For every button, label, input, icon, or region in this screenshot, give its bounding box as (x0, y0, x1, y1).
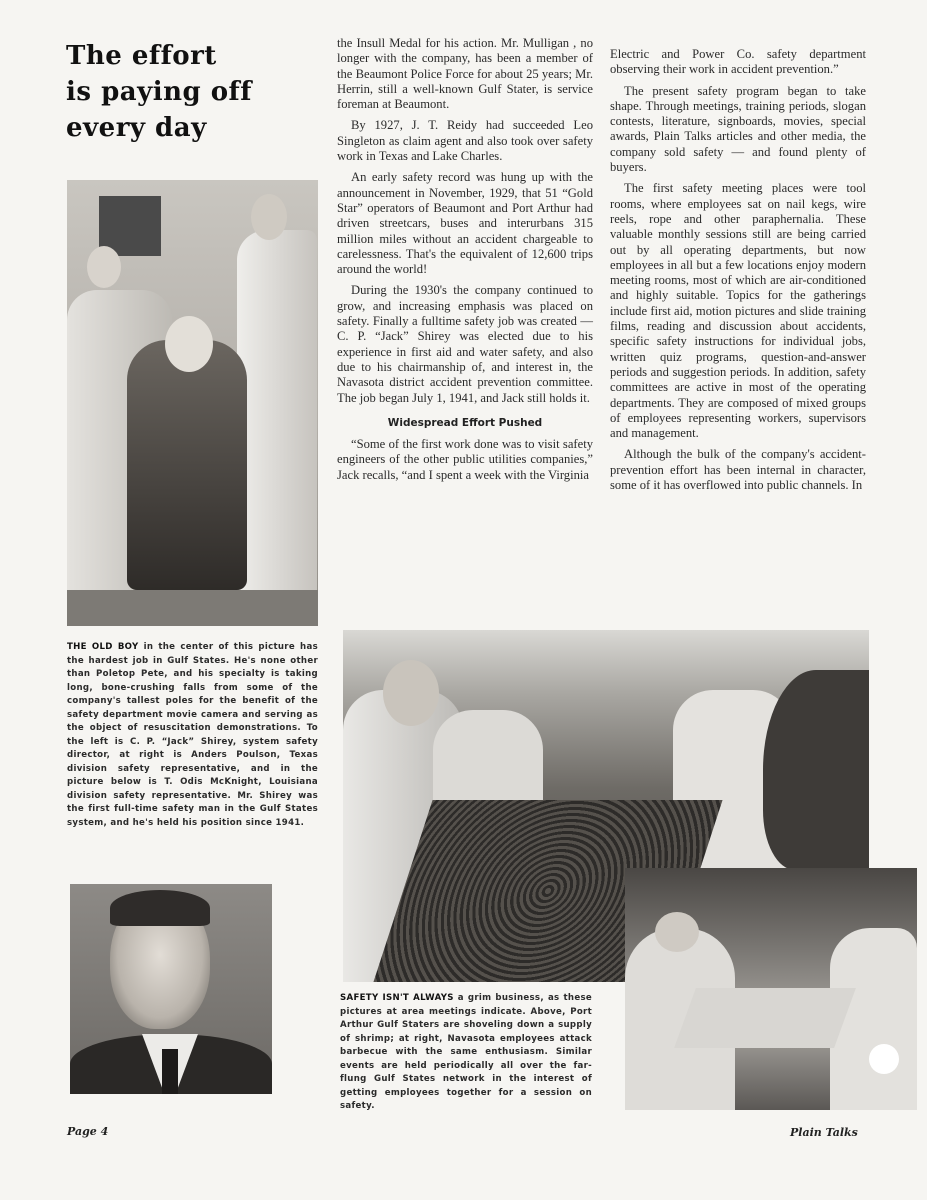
page-number: Page 4 (67, 1125, 109, 1138)
photo-barbecue-meeting (625, 868, 917, 1110)
paragraph: “Some of the first work done was to visit safety engineers of the other public utilities companies,” Jack recalls, “and I spent a week with the Virginia (337, 437, 593, 482)
subheading: Widespread Effort Pushed (387, 416, 543, 429)
photo-poletop-pete (67, 180, 318, 626)
caption-lead: THE OLD BOY (67, 642, 139, 652)
paragraph: Electric and Power Co. safety department observing their work in accident prevention.” (610, 47, 866, 77)
paragraph: By 1927, J. T. Reidy had succeeded Leo Singleton as claim agent and also took over safety work in Texas and Lake Charles. (337, 118, 593, 164)
paragraph: During the 1930's the company continued to grow, and increasing emphasis was placed on safety. Finally a fulltime safety job was created — C. P. “Jack” Shirey was elected due to his experience in first aid and water safety, and also due to his chairmanship of, and interest in, the Navasota district accident prevention committee. The job began July 1, 1941, and Jack still holds it. (337, 283, 593, 405)
headline (66, 38, 316, 146)
article-column-3 (610, 47, 866, 499)
paragraph: An early safety record was hung up with the announcement in November, 1929, that 51 “Gold Star” operators of Beaumont and Port Arthur had driven streetcars, buses and interurbans 315 million miles without an accident chargeable to carelessness. That's the equivalent of 12,600 trips around the world! (337, 170, 593, 277)
headline-line: every day (66, 113, 207, 143)
photo-portrait-mcknight (70, 884, 272, 1094)
caption-lead: SAFETY ISN'T ALWAYS (340, 993, 454, 1003)
headline-line: is paying off (66, 77, 252, 107)
paragraph: The first safety meeting places were tool rooms, where employees sat on nail kegs, wire reels, rope and other paraphernalia. These valuable monthly sessions still are being carried out by all operating departments, but now employees in all but a few locations enjoy modern meeting rooms, most of which are air-conditioned and highly suitable. Topics for the gatherings include first aid, motion pictures and slide training films, reading and discussion about accidents, specific safety instructions for individual jobs, written quiz programs, question-and-answer periods and suggestion periods. In addition, safety committees are active in most of the operating departments. They are composed of mixed groups of employees representing workers, supervisors and management. (610, 181, 866, 441)
photo-caption-poletop-pete (67, 641, 318, 830)
caption-text: a grim business, as these pictures at area meetings indicate. Above, Port Arthur Gulf Staters are shoveling down a supply of shrimp; at right, Navasota employees attack barbecue with the same enthusiasm. Similar events are held periodically all over the far-flung Gulf States network in the interest of getting employees together for a session on safety. (340, 993, 592, 1111)
paragraph: Although the bulk of the company's accident-prevention effort has been internal in character, some of it has overflowed into public channels. In (610, 447, 866, 493)
article-column-2 (337, 36, 593, 489)
paragraph: the Insull Medal for his action. Mr. Mulligan , no longer with the company, has been a member of the Beaumont Police Force for about 25 years; Mr. Herrin, still a well-known Gulf Stater, is service foreman at Beaumont. (337, 36, 593, 112)
photo-caption-safety-meetings (340, 992, 592, 1114)
headline-line: The effort (66, 41, 217, 71)
publication-name: Plain Talks (790, 1126, 858, 1139)
caption-text: in the center of this picture has the hardest job in Gulf States. He's none other than Poletop Pete, and his specialty is taking long, bone-crushing falls from some of the company's tallest poles for the benefit of the safety department movie camera and serving as the object of resuscitation demonstrations. To the left is C. P. “Jack” Shirey, system safety director, at right is Anders Poulson, Texas division safety representative, and in the picture below is T. Odis McKnight, Louisiana division safety representative. Mr. Shirey was the first full-time safety man in the Gulf States system, and he's held his position since 1941. (67, 642, 318, 828)
paragraph: The present safety program began to take shape. Through meetings, training periods, slogan contests, literature, signboards, movies, special awards, Plain Talks articles and other media, the company sold safety — and found plenty of buyers. (610, 83, 866, 175)
